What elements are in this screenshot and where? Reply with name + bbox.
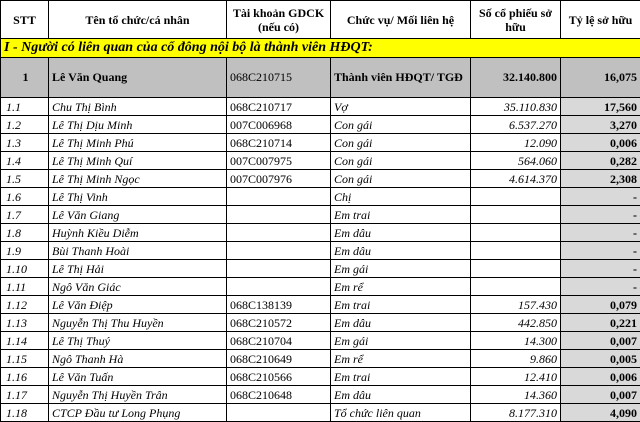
related-ratio: - — [561, 260, 640, 278]
related-shares: 6.537.270 — [471, 116, 561, 134]
table-row — [1, 134, 640, 152]
main-name: Lê Văn Quang — [49, 58, 227, 98]
table-row — [1, 170, 640, 188]
related-account: 068C210572 — [227, 314, 331, 332]
related-ratio: - — [561, 242, 640, 260]
related-account: 007C007975 — [227, 152, 331, 170]
related-ratio: 2,308 — [561, 170, 640, 188]
related-ratio: 0,006 — [561, 134, 640, 152]
header-relation: Chức vụ/ Mối liên hệ — [331, 1, 471, 39]
related-ratio: 3,270 — [561, 116, 640, 134]
related-name: Lê Thị Minh Phú — [49, 134, 227, 152]
related-stt: 1.10 — [1, 260, 49, 278]
header-account: Tài khoản GDCK (nếu có) — [227, 1, 331, 39]
related-shares — [471, 188, 561, 206]
related-stt: 1.13 — [1, 314, 49, 332]
related-relation: Con gái — [331, 152, 471, 170]
table-row — [1, 332, 640, 350]
table-row — [1, 152, 640, 170]
related-ratio: 0,005 — [561, 350, 640, 368]
related-name: Lê Thị Dịu Minh — [49, 116, 227, 134]
related-shares: 9.860 — [471, 350, 561, 368]
related-account: 068C210704 — [227, 332, 331, 350]
related-shares: 35.110.830 — [471, 98, 561, 116]
related-shares — [471, 224, 561, 242]
related-ratio: 0,007 — [561, 386, 640, 404]
related-name: Nguyễn Thị Huyền Trân — [49, 386, 227, 404]
table-row — [1, 260, 640, 278]
related-name: Ngô Văn Giác — [49, 278, 227, 296]
related-name: Ngô Thanh Hà — [49, 350, 227, 368]
table-row — [1, 224, 640, 242]
related-account: 007C006968 — [227, 116, 331, 134]
related-name: Lê Văn Điệp — [49, 296, 227, 314]
related-relation: Con gái — [331, 134, 471, 152]
header-name: Tên tổ chức/cá nhân — [49, 1, 227, 39]
related-account: 068C210714 — [227, 134, 331, 152]
related-account: 068C210717 — [227, 98, 331, 116]
related-account — [227, 188, 331, 206]
related-ratio: - — [561, 188, 640, 206]
main-shares: 32.140.800 — [471, 58, 561, 98]
related-relation: Con gái — [331, 170, 471, 188]
related-ratio: 0,079 — [561, 296, 640, 314]
related-relation: Em dâu — [331, 386, 471, 404]
related-stt: 1.4 — [1, 152, 49, 170]
main-shareholder-row — [1, 58, 640, 98]
related-name: Chu Thị Bình — [49, 98, 227, 116]
related-name: Lê Thị Minh Quí — [49, 152, 227, 170]
related-relation: Em gái — [331, 332, 471, 350]
header-shares: Số cổ phiếu sở hữu — [471, 1, 561, 39]
related-relation: Em rể — [331, 278, 471, 296]
related-relation: Em gái — [331, 260, 471, 278]
related-account: 068C138139 — [227, 296, 331, 314]
table-row — [1, 188, 640, 206]
table-row — [1, 116, 640, 134]
table-row — [1, 206, 640, 224]
related-relation: Chị — [331, 188, 471, 206]
related-shares — [471, 242, 561, 260]
main-ratio: 16,075 — [561, 58, 640, 98]
table-row — [1, 278, 640, 296]
related-stt: 1.18 — [1, 404, 49, 422]
related-account — [227, 404, 331, 422]
related-shares: 157.430 — [471, 296, 561, 314]
related-relation: Vợ — [331, 98, 471, 116]
related-shares — [471, 206, 561, 224]
related-account — [227, 224, 331, 242]
related-relation: Con gái — [331, 116, 471, 134]
related-relation: Em trai — [331, 296, 471, 314]
related-ratio: 0,006 — [561, 368, 640, 386]
section-row — [1, 39, 640, 58]
related-shares: 14.360 — [471, 386, 561, 404]
main-stt: 1 — [1, 58, 49, 98]
related-name: Nguyễn Thị Thu Huyền — [49, 314, 227, 332]
related-ratio: - — [561, 224, 640, 242]
related-name: Lê Thị Thuý — [49, 332, 227, 350]
main-account: 068C210715 — [227, 58, 331, 98]
related-stt: 1.11 — [1, 278, 49, 296]
related-relation: Em dâu — [331, 242, 471, 260]
related-stt: 1.15 — [1, 350, 49, 368]
related-stt: 1.1 — [1, 98, 49, 116]
related-ratio: 0,221 — [561, 314, 640, 332]
related-account: 007C007976 — [227, 170, 331, 188]
related-name: Huỳnh Kiều Diễm — [49, 224, 227, 242]
related-ratio: 4,090 — [561, 404, 640, 422]
related-relation: Tổ chức liên quan — [331, 404, 471, 422]
related-shares: 12.410 — [471, 368, 561, 386]
section-title: I - Người có liên quan của cổ đông nội bộ là thành viên HĐQT: — [1, 39, 640, 58]
related-relation: Em trai — [331, 206, 471, 224]
related-ratio: 17,560 — [561, 98, 640, 116]
related-account — [227, 278, 331, 296]
related-account: 068C210649 — [227, 350, 331, 368]
related-account: 068C210566 — [227, 368, 331, 386]
related-relation: Em dâu — [331, 314, 471, 332]
related-stt: 1.3 — [1, 134, 49, 152]
header-ratio: Tỷ lệ sở hữu — [561, 1, 640, 39]
related-stt: 1.2 — [1, 116, 49, 134]
related-name: Bùi Thanh Hoài — [49, 242, 227, 260]
related-stt: 1.16 — [1, 368, 49, 386]
related-name: Lê Văn Giang — [49, 206, 227, 224]
related-account — [227, 242, 331, 260]
related-shares — [471, 260, 561, 278]
related-ratio: - — [561, 278, 640, 296]
header-row — [1, 1, 640, 39]
main-relation: Thành viên HĐQT/ TGĐ — [331, 58, 471, 98]
related-stt: 1.5 — [1, 170, 49, 188]
related-name: Lê Thị Minh Ngọc — [49, 170, 227, 188]
table-row — [1, 242, 640, 260]
related-shares: 8.177.310 — [471, 404, 561, 422]
related-relation: Em dâu — [331, 224, 471, 242]
related-relation: Em rể — [331, 350, 471, 368]
related-shares — [471, 278, 561, 296]
table-row — [1, 350, 640, 368]
related-name: Lê Văn Tuấn — [49, 368, 227, 386]
related-account — [227, 206, 331, 224]
related-stt: 1.14 — [1, 332, 49, 350]
related-ratio: 0,282 — [561, 152, 640, 170]
table-row — [1, 386, 640, 404]
related-shares: 442.850 — [471, 314, 561, 332]
table-row — [1, 98, 640, 116]
related-stt: 1.7 — [1, 206, 49, 224]
related-relation: Em trai — [331, 368, 471, 386]
table-row — [1, 296, 640, 314]
related-stt: 1.12 — [1, 296, 49, 314]
related-shares: 4.614.370 — [471, 170, 561, 188]
related-shares: 564.060 — [471, 152, 561, 170]
table-row — [1, 368, 640, 386]
related-stt: 1.6 — [1, 188, 49, 206]
related-shares: 14.300 — [471, 332, 561, 350]
related-ratio: 0,007 — [561, 332, 640, 350]
related-stt: 1.9 — [1, 242, 49, 260]
related-account: 068C210648 — [227, 386, 331, 404]
related-stt: 1.17 — [1, 386, 49, 404]
table-row — [1, 314, 640, 332]
related-name: Lê Thị Vinh — [49, 188, 227, 206]
related-account — [227, 260, 331, 278]
related-ratio: - — [561, 206, 640, 224]
header-stt: STT — [1, 1, 49, 39]
related-stt: 1.8 — [1, 224, 49, 242]
table-row — [1, 404, 640, 422]
related-name: Lê Thị Hải — [49, 260, 227, 278]
related-shares: 12.090 — [471, 134, 561, 152]
related-name: CTCP Đầu tư Long Phụng — [49, 404, 227, 422]
